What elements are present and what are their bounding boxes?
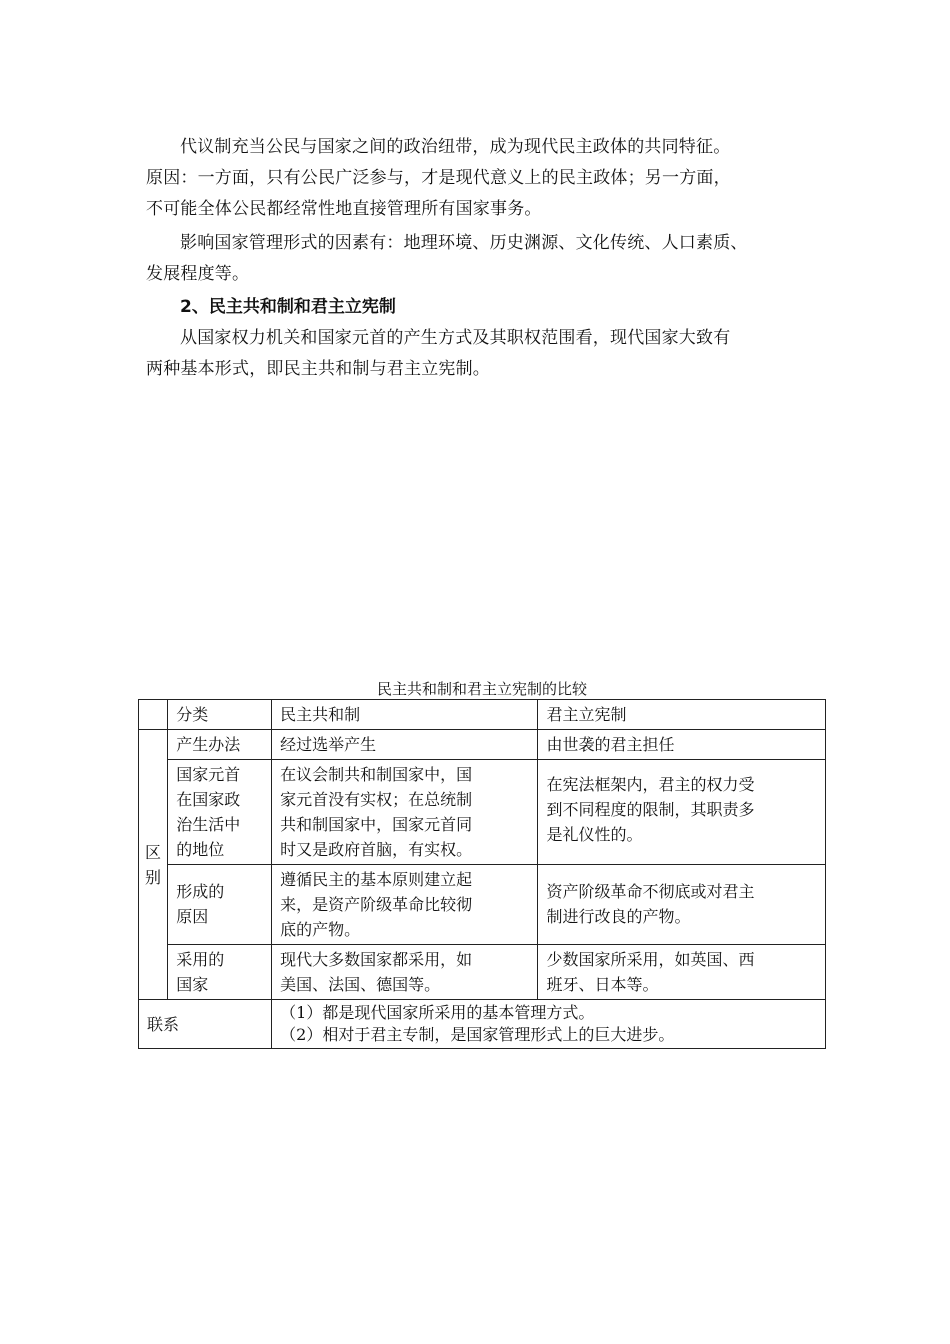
header-empty-cell [139, 700, 168, 730]
header-category: 分类 [168, 700, 272, 730]
row-category: 产生办法 [168, 730, 272, 760]
intro-line-2: 两种基本形式，即民主共和制与君主立宪制。 [146, 359, 490, 379]
relation-content: （1）都是现代国家所采用的基本管理方式。 （2）相对于君主专制，是国家管理形式上的巨大进步。 [272, 1000, 826, 1049]
paragraph-factors-line-2: 发展程度等。 [146, 264, 250, 284]
row-monarchy: 在宪法框架内，君主的权力受 到不同程度的限制，其职责多 是礼仪性的。 [538, 760, 826, 865]
paragraph-reason-line-2: 不可能全体公民都经常性地直接管理所有国家事务。 [146, 199, 542, 219]
row-category: 形成的 原因 [168, 865, 272, 945]
row-category: 国家元首 在国家政 治生活中 的地位 [168, 760, 272, 865]
relation-label: 联系 [139, 1000, 272, 1049]
table-row [139, 865, 826, 945]
table-header-row [139, 700, 826, 730]
relation-row [139, 1000, 826, 1049]
row-category: 采用的 国家 [168, 945, 272, 1000]
paragraph-representative-system: 代议制充当公民与国家之间的政治纽带，成为现代民主政体的共同特征。 [180, 137, 731, 157]
row-monarchy: 资产阶级革命不彻底或对君主 制进行改良的产物。 [538, 865, 826, 945]
section-heading: 2、民主共和制和君主立宪制 [180, 297, 396, 317]
table-row [139, 730, 826, 760]
row-republic: 遵循民主的基本原则建立起 来，是资产阶级革命比较彻 底的产物。 [272, 865, 538, 945]
difference-label: 区 别 [139, 730, 168, 1000]
paragraph-factors-line-1: 影响国家管理形式的因素有：地理环境、历史渊源、文化传统、人口素质、 [180, 233, 748, 253]
row-monarchy: 少数国家所采用，如英国、西 班牙、日本等。 [538, 945, 826, 1000]
row-monarchy: 由世袭的君主担任 [538, 730, 826, 760]
table-caption: 民主共和制和君主立宪制的比较 [376, 680, 587, 698]
paragraph-reason-line-1: 原因：一方面，只有公民广泛参与，才是现代意义上的民主政体；另一方面， [146, 168, 731, 188]
row-republic: 在议会制共和制国家中，国 家元首没有实权；在总统制 共和制国家中，国家元首同 时又是政府首脑，有实权。 [272, 760, 538, 865]
row-republic: 现代大多数国家都采用，如 美国、法国、德国等。 [272, 945, 538, 1000]
header-republic: 民主共和制 [272, 700, 538, 730]
row-republic: 经过选举产生 [272, 730, 538, 760]
table-row [139, 945, 826, 1000]
comparison-table [138, 699, 826, 1049]
intro-line-1: 从国家权力机关和国家元首的产生方式及其职权范围看，现代国家大致有 [180, 328, 731, 348]
header-monarchy: 君主立宪制 [538, 700, 826, 730]
table-row [139, 760, 826, 865]
